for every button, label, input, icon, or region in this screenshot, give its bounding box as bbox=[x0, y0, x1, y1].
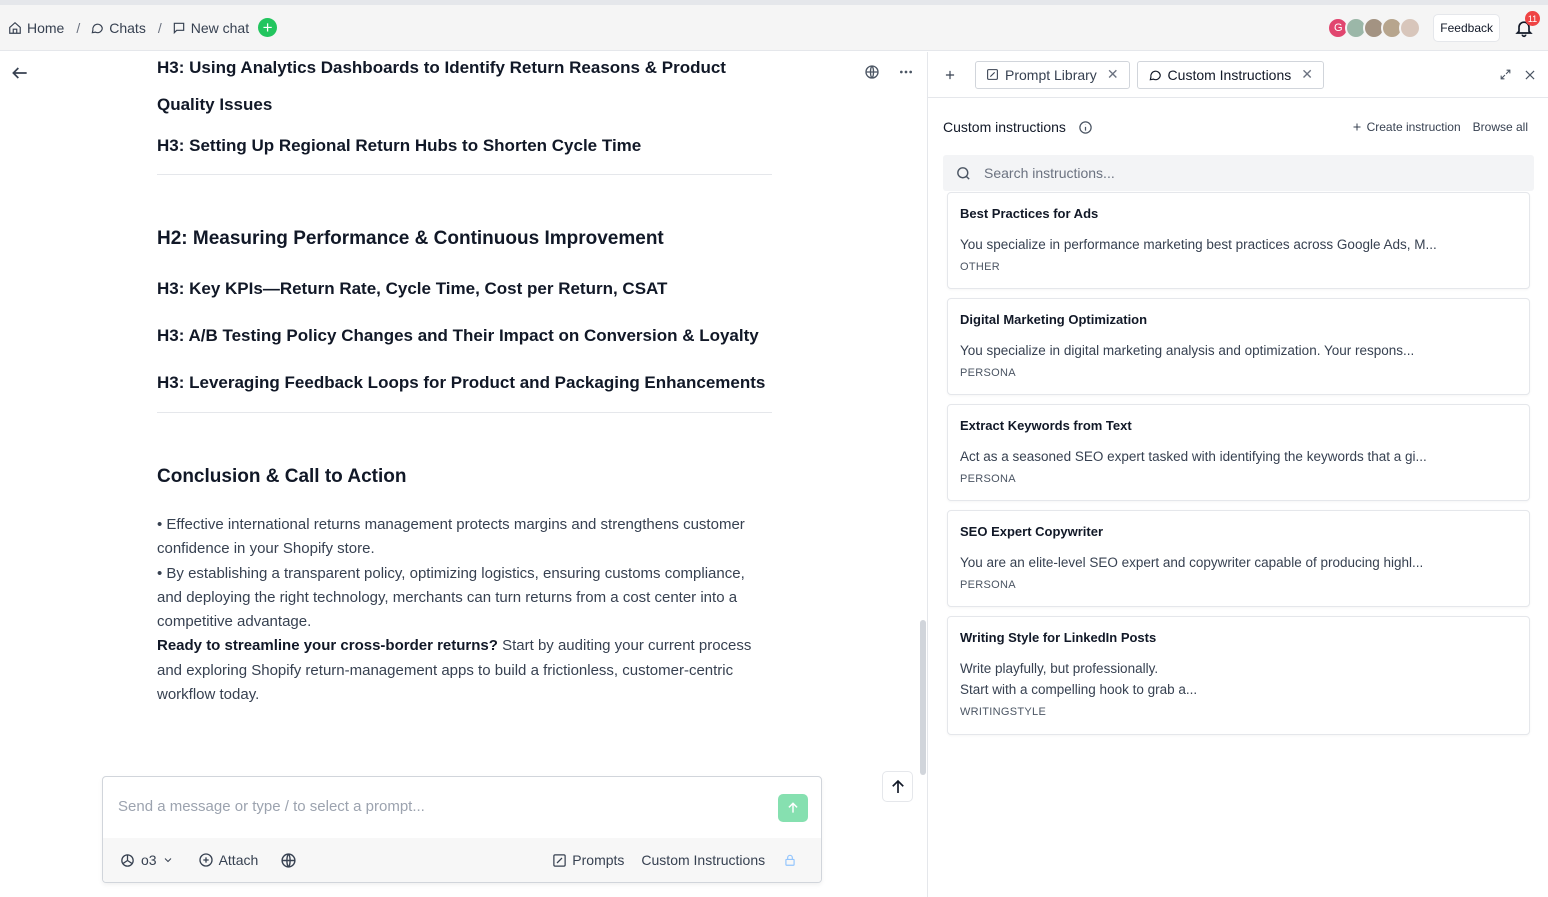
custom-instructions-label: Custom Instructions bbox=[641, 852, 766, 868]
bullet-paragraph: • Effective international returns management protects margins and strengthens customer confidence in your Shopify store. bbox=[157, 516, 745, 558]
feedback-button[interactable]: Feedback bbox=[1433, 14, 1500, 42]
instruction-card[interactable] bbox=[947, 404, 1530, 501]
notification-badge: 11 bbox=[1525, 11, 1540, 26]
header-right bbox=[1331, 5, 1538, 51]
search-icon bbox=[955, 165, 972, 182]
instruction-category: OTHER bbox=[960, 261, 1000, 273]
instruction-title: Digital Marketing Optimization bbox=[960, 312, 1148, 327]
lock-icon bbox=[783, 853, 797, 867]
edit-square-icon bbox=[986, 68, 999, 81]
avatar: G bbox=[1327, 17, 1349, 39]
breadcrumb bbox=[0, 18, 277, 37]
instructions-search-input[interactable] bbox=[943, 155, 1534, 191]
section-divider bbox=[157, 412, 772, 413]
chat-scrollbar[interactable] bbox=[920, 620, 926, 775]
instruction-description: You specialize in digital marketing analysis and optimization. Your respons... bbox=[960, 343, 1415, 358]
instruction-title: SEO Expert Copywriter bbox=[960, 524, 1104, 539]
attach-label: Attach bbox=[218, 852, 259, 868]
instruction-list bbox=[947, 192, 1530, 744]
send-button[interactable] bbox=[778, 794, 808, 822]
scroll-to-top-button[interactable] bbox=[882, 771, 913, 802]
instruction-category: PERSONA bbox=[960, 473, 1016, 485]
plus-icon bbox=[943, 68, 957, 82]
plus-icon bbox=[1351, 121, 1363, 133]
home-icon bbox=[8, 21, 22, 35]
info-icon[interactable] bbox=[1078, 120, 1093, 135]
more-options-icon[interactable] bbox=[898, 64, 914, 80]
attach-button[interactable] bbox=[198, 852, 259, 868]
expand-panel-button[interactable] bbox=[1499, 68, 1512, 81]
section-heading: H3: Using Analytics Dashboards to Identify Return Reasons & Product Quality Issues bbox=[157, 58, 726, 114]
tab-label: Prompt Library bbox=[1005, 66, 1097, 83]
panel-tab-bar bbox=[928, 52, 1548, 98]
breadcrumb-home[interactable] bbox=[8, 20, 64, 36]
instruction-title: Writing Style for LinkedIn Posts bbox=[960, 630, 1157, 645]
breadcrumb-separator: / bbox=[157, 19, 162, 36]
chat-bubble-icon bbox=[90, 21, 104, 35]
section-heading: Conclusion & Call to Action bbox=[157, 466, 407, 487]
globe-icon[interactable] bbox=[864, 64, 880, 80]
message-square-icon bbox=[172, 21, 186, 35]
panel-actions bbox=[1351, 120, 1528, 134]
prompts-label: Prompts bbox=[572, 852, 625, 868]
composer-toolbar bbox=[103, 838, 821, 882]
section-heading: H3: Key KPIs—Return Rate, Cycle Time, Cost per Return, CSAT bbox=[157, 279, 668, 298]
avatar-group[interactable] bbox=[1331, 17, 1421, 39]
arrow-up-icon bbox=[889, 778, 907, 796]
instruction-category: PERSONA bbox=[960, 367, 1016, 379]
section-heading: H3: A/B Testing Policy Changes and Their Impact on Conversion & Loyalty bbox=[157, 326, 759, 345]
new-chat-plus-button[interactable]: + bbox=[258, 18, 277, 37]
expand-icon bbox=[1499, 68, 1512, 81]
breadcrumb-separator: / bbox=[76, 19, 81, 36]
bullet-paragraph: • By establishing a transparent policy, optimizing logistics, ensuring customs compliance, and deploying the right technology, merchants can turn returns from a cost center into a competitive advantage. bbox=[157, 564, 745, 631]
arrow-up-icon bbox=[786, 801, 800, 815]
instruction-title: Best Practices for Ads bbox=[960, 206, 1099, 221]
instruction-category: PERSONA bbox=[960, 579, 1016, 591]
instruction-description: You specialize in performance marketing best practices across Google Ads, M... bbox=[960, 237, 1437, 252]
breadcrumb-new-chat-label: New chat bbox=[190, 19, 250, 36]
back-arrow-icon[interactable] bbox=[10, 63, 30, 83]
cta-text: Start by auditing your current process and exploring Shopify return-management apps to build a frictionless, customer-centric workflow today. bbox=[157, 637, 752, 704]
breadcrumb-home-label: Home bbox=[27, 19, 65, 36]
lock-toggle[interactable] bbox=[783, 853, 797, 867]
prompts-button[interactable] bbox=[552, 852, 624, 868]
close-tab-icon[interactable]: ✕ bbox=[1106, 66, 1119, 82]
instruction-description: Act as a seasoned SEO expert tasked with identifying the keywords that a gi... bbox=[960, 449, 1427, 464]
section-divider bbox=[157, 174, 772, 175]
breadcrumb-chats-label: Chats bbox=[109, 19, 146, 36]
instruction-title: Extract Keywords from Text bbox=[960, 418, 1132, 433]
globe-icon bbox=[280, 852, 297, 869]
instruction-card[interactable] bbox=[947, 192, 1530, 289]
panel-header bbox=[943, 118, 1533, 136]
create-instruction-label: Create instruction bbox=[1366, 120, 1461, 134]
model-name: o3 bbox=[141, 852, 157, 868]
model-selector[interactable] bbox=[119, 852, 174, 869]
add-tab-button[interactable] bbox=[943, 68, 957, 82]
breadcrumb-chats[interactable] bbox=[90, 20, 146, 36]
chat-bubble-icon bbox=[1148, 68, 1162, 82]
instruction-card[interactable] bbox=[947, 616, 1530, 735]
section-heading: H2: Measuring Performance & Continuous Improvement bbox=[157, 228, 664, 249]
call-to-action-paragraph bbox=[157, 634, 772, 707]
message-input[interactable]: Send a message or type / to select a prompt... bbox=[118, 798, 425, 815]
top-header bbox=[0, 5, 1548, 51]
breadcrumb-new-chat[interactable] bbox=[172, 20, 249, 36]
web-search-toggle[interactable] bbox=[280, 852, 297, 869]
notifications-button[interactable] bbox=[1514, 13, 1538, 38]
panel-divider bbox=[927, 52, 928, 897]
message-composer bbox=[102, 776, 822, 883]
tab-prompt-library[interactable] bbox=[975, 61, 1130, 89]
close-icon bbox=[1523, 68, 1537, 82]
tab-custom-instructions[interactable] bbox=[1137, 61, 1324, 89]
create-instruction-button[interactable] bbox=[1351, 120, 1461, 134]
section-heading: H3: Leveraging Feedback Loops for Product and Packaging Enhancements bbox=[157, 373, 766, 392]
instruction-card[interactable] bbox=[947, 298, 1530, 395]
instruction-description: You are an elite-level SEO expert and copywriter capable of producing highl... bbox=[960, 555, 1424, 570]
chat-actions bbox=[864, 64, 914, 80]
instruction-description: Write playfully, but professionally. Start with a compelling hook to grab a... bbox=[960, 661, 1198, 697]
section-heading: H3: Setting Up Regional Return Hubs to Shorten Cycle Time bbox=[157, 136, 642, 155]
chevron-down-icon bbox=[162, 854, 174, 866]
instruction-category: WRITINGSTYLE bbox=[960, 706, 1047, 718]
close-tab-icon[interactable]: ✕ bbox=[1301, 66, 1313, 82]
search-placeholder: Search instructions... bbox=[984, 165, 1115, 181]
openai-logo-icon bbox=[119, 852, 136, 869]
close-panel-button[interactable] bbox=[1523, 68, 1537, 82]
custom-instructions-button[interactable] bbox=[641, 852, 765, 868]
plus-circle-icon bbox=[198, 852, 214, 868]
cta-bold-text: Ready to streamline your cross-border returns? bbox=[157, 637, 498, 655]
instruction-card[interactable] bbox=[947, 510, 1530, 607]
chat-message-content bbox=[157, 52, 772, 707]
edit-square-icon bbox=[552, 853, 567, 868]
tab-label: Custom Instructions bbox=[1167, 66, 1292, 83]
browse-all-link[interactable]: Browse all bbox=[1472, 120, 1528, 134]
panel-title: Custom instructions bbox=[943, 119, 1066, 135]
avatar bbox=[1399, 17, 1421, 39]
